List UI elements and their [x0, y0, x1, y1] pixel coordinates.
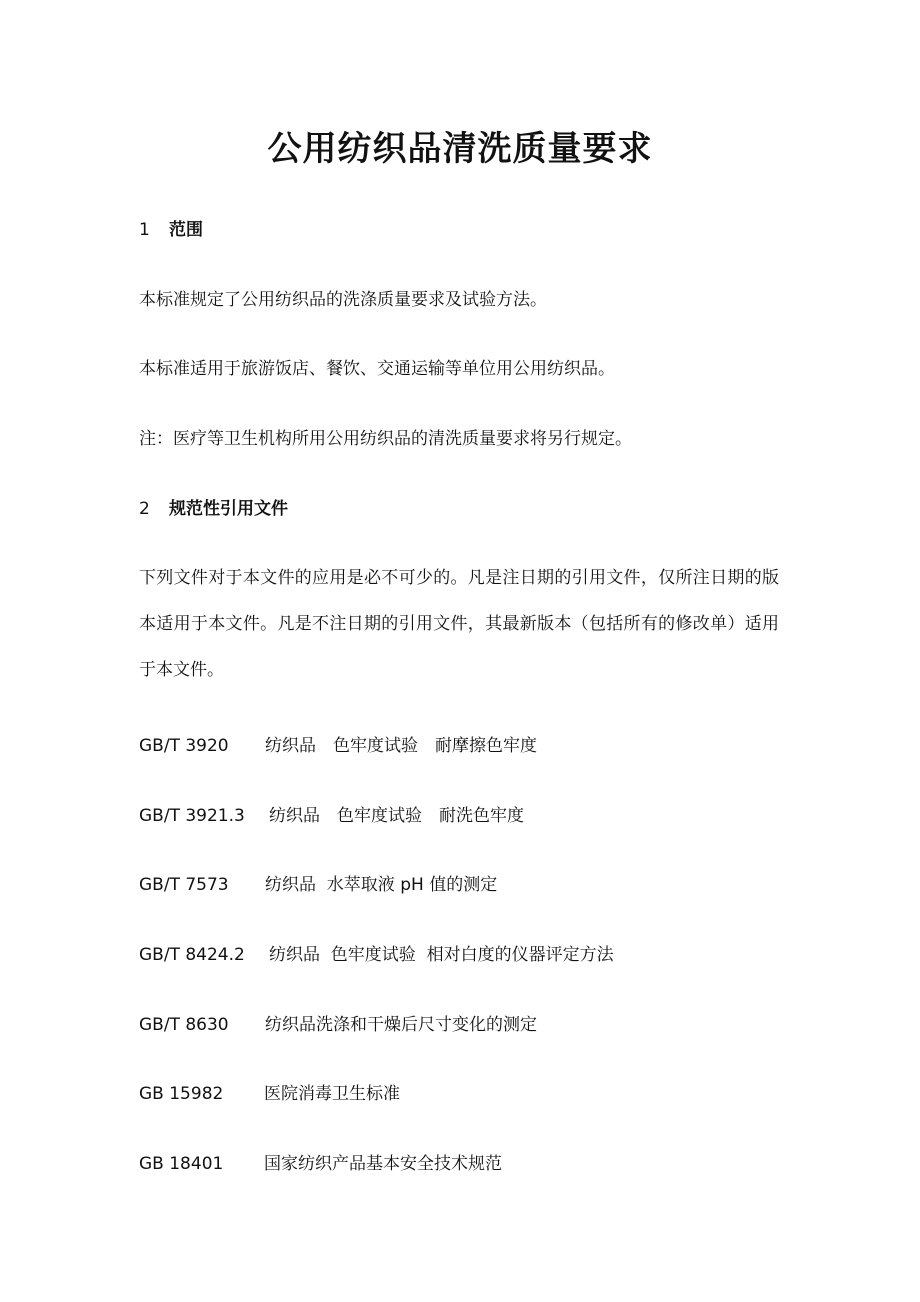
reference-item	[139, 943, 614, 967]
reference-name: 纺织品洗涤和干燥后尺寸变化的测定	[265, 1015, 537, 1035]
reference-name: 纺织品 色牢度试验 耐洗色牢度	[269, 806, 524, 826]
section-1-heading	[139, 218, 203, 242]
reference-item	[139, 804, 524, 828]
section-2-heading	[139, 497, 288, 521]
reference-item	[139, 873, 498, 897]
section-1-title: 范围	[169, 220, 203, 240]
reference-item	[139, 1152, 502, 1176]
section-1-paragraph-1: 本标准规定了公用纺织品的洗涤质量要求及试验方法。	[139, 290, 547, 310]
section-2-intro: 下列文件对于本文件的应用是必不可少的。凡是注日期的引用文件，仅所注日期的版本适用于本文件。凡是不注日期的引用文件，其最新版本（包括所有的修改单）适用于本文件。	[139, 568, 779, 680]
section-2-number: 2	[139, 499, 150, 519]
document-title: 公用纺织品清洗质量要求	[267, 129, 653, 169]
section-2-title: 规范性引用文件	[169, 499, 288, 519]
section-1-number: 1	[139, 220, 150, 240]
reference-name: 国家纺织产品基本安全技术规范	[264, 1154, 502, 1174]
reference-name: 医院消毒卫生标准	[264, 1084, 400, 1104]
reference-item	[139, 1013, 537, 1037]
reference-name: 纺织品 水萃取液 pH 值的测定	[265, 875, 498, 895]
reference-code: GB/T 3920	[139, 736, 229, 756]
reference-name: 纺织品 色牢度试验 耐摩擦色牢度	[265, 736, 537, 756]
reference-code: GB/T 8630	[139, 1015, 229, 1035]
reference-code: GB 18401	[139, 1154, 224, 1174]
reference-code: GB/T 7573	[139, 875, 229, 895]
reference-code: GB/T 8424.2	[139, 945, 245, 965]
reference-item	[139, 734, 537, 758]
section-1-note: 注：医疗等卫生机构所用公用纺织品的清洗质量要求将另行规定。	[139, 429, 632, 449]
reference-code: GB/T 3921.3	[139, 806, 245, 826]
reference-item	[139, 1082, 400, 1106]
reference-name: 纺织品 色牢度试验 相对白度的仪器评定方法	[269, 945, 614, 965]
reference-code: GB 15982	[139, 1084, 224, 1104]
section-1-paragraph-2: 本标准适用于旅游饭店、餐饮、交通运输等单位用公用纺织品。	[139, 359, 615, 379]
